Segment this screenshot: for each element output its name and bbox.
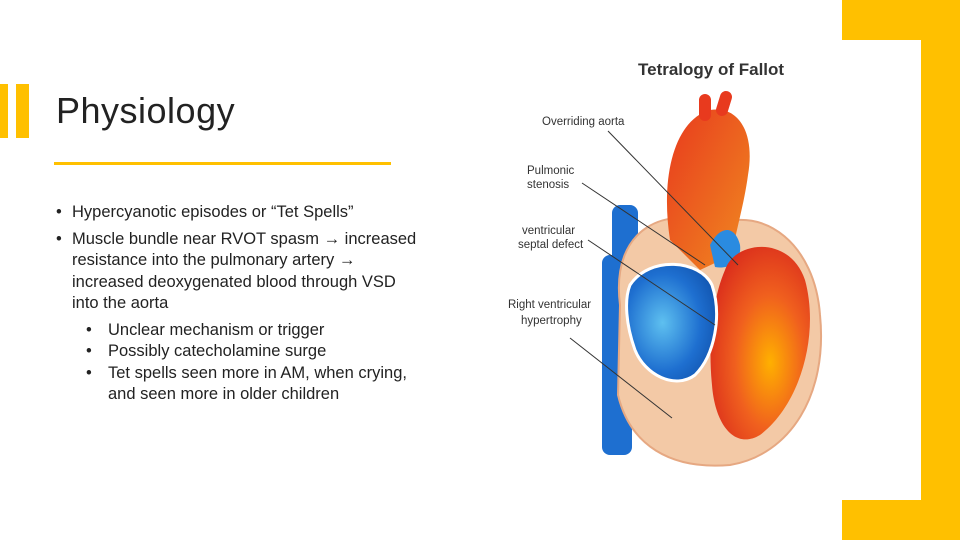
label-vsd-line1: ventricular xyxy=(522,225,576,237)
sub-bullet-item xyxy=(72,341,426,363)
sub-bullet-text: Unclear mechanism or trigger xyxy=(108,320,325,339)
sub-bullet-text: Tet spells seen more in AM, when crying, and seen more in older children xyxy=(108,363,407,403)
accent-bar-right-cutout xyxy=(842,40,921,500)
label-overriding-aorta: Overriding aorta xyxy=(542,116,625,128)
label-rvh-line2: hypertrophy xyxy=(521,315,582,327)
sub-bullet-item xyxy=(72,320,426,342)
title-underline xyxy=(54,162,391,165)
bullet-item xyxy=(56,229,426,315)
label-rvh-line1: Right ventricular xyxy=(508,299,592,311)
bullet-list xyxy=(56,202,426,406)
bullet-text: Muscle bundle near RVOT spasm xyxy=(72,229,324,248)
accent-bar-left-thin xyxy=(0,84,8,138)
label-vsd-line2: septal defect xyxy=(518,239,584,251)
label-pulmonic-stenosis-line1: Pulmonic xyxy=(527,165,575,177)
figure-title: Tetralogy of Fallot xyxy=(638,60,785,79)
bullet-item xyxy=(56,202,426,224)
sub-bullet-item xyxy=(72,363,426,406)
bullet-text: increased deoxygenated blood through VSD into the aorta xyxy=(72,272,396,312)
arrow-icon: → xyxy=(338,251,356,269)
arrow-icon: → xyxy=(323,229,341,248)
bullet-text: increased resistance into the pulmonary artery xyxy=(72,229,417,269)
bullet-text: Hypercyanotic episodes or “Tet Spells” xyxy=(72,203,354,221)
slide-title: Physiology xyxy=(56,90,236,131)
label-pulmonic-stenosis-line2: stenosis xyxy=(527,179,570,191)
sub-bullet-text: Possibly catecholamine surge xyxy=(108,342,327,360)
accent-bar-left-thick xyxy=(16,84,29,138)
